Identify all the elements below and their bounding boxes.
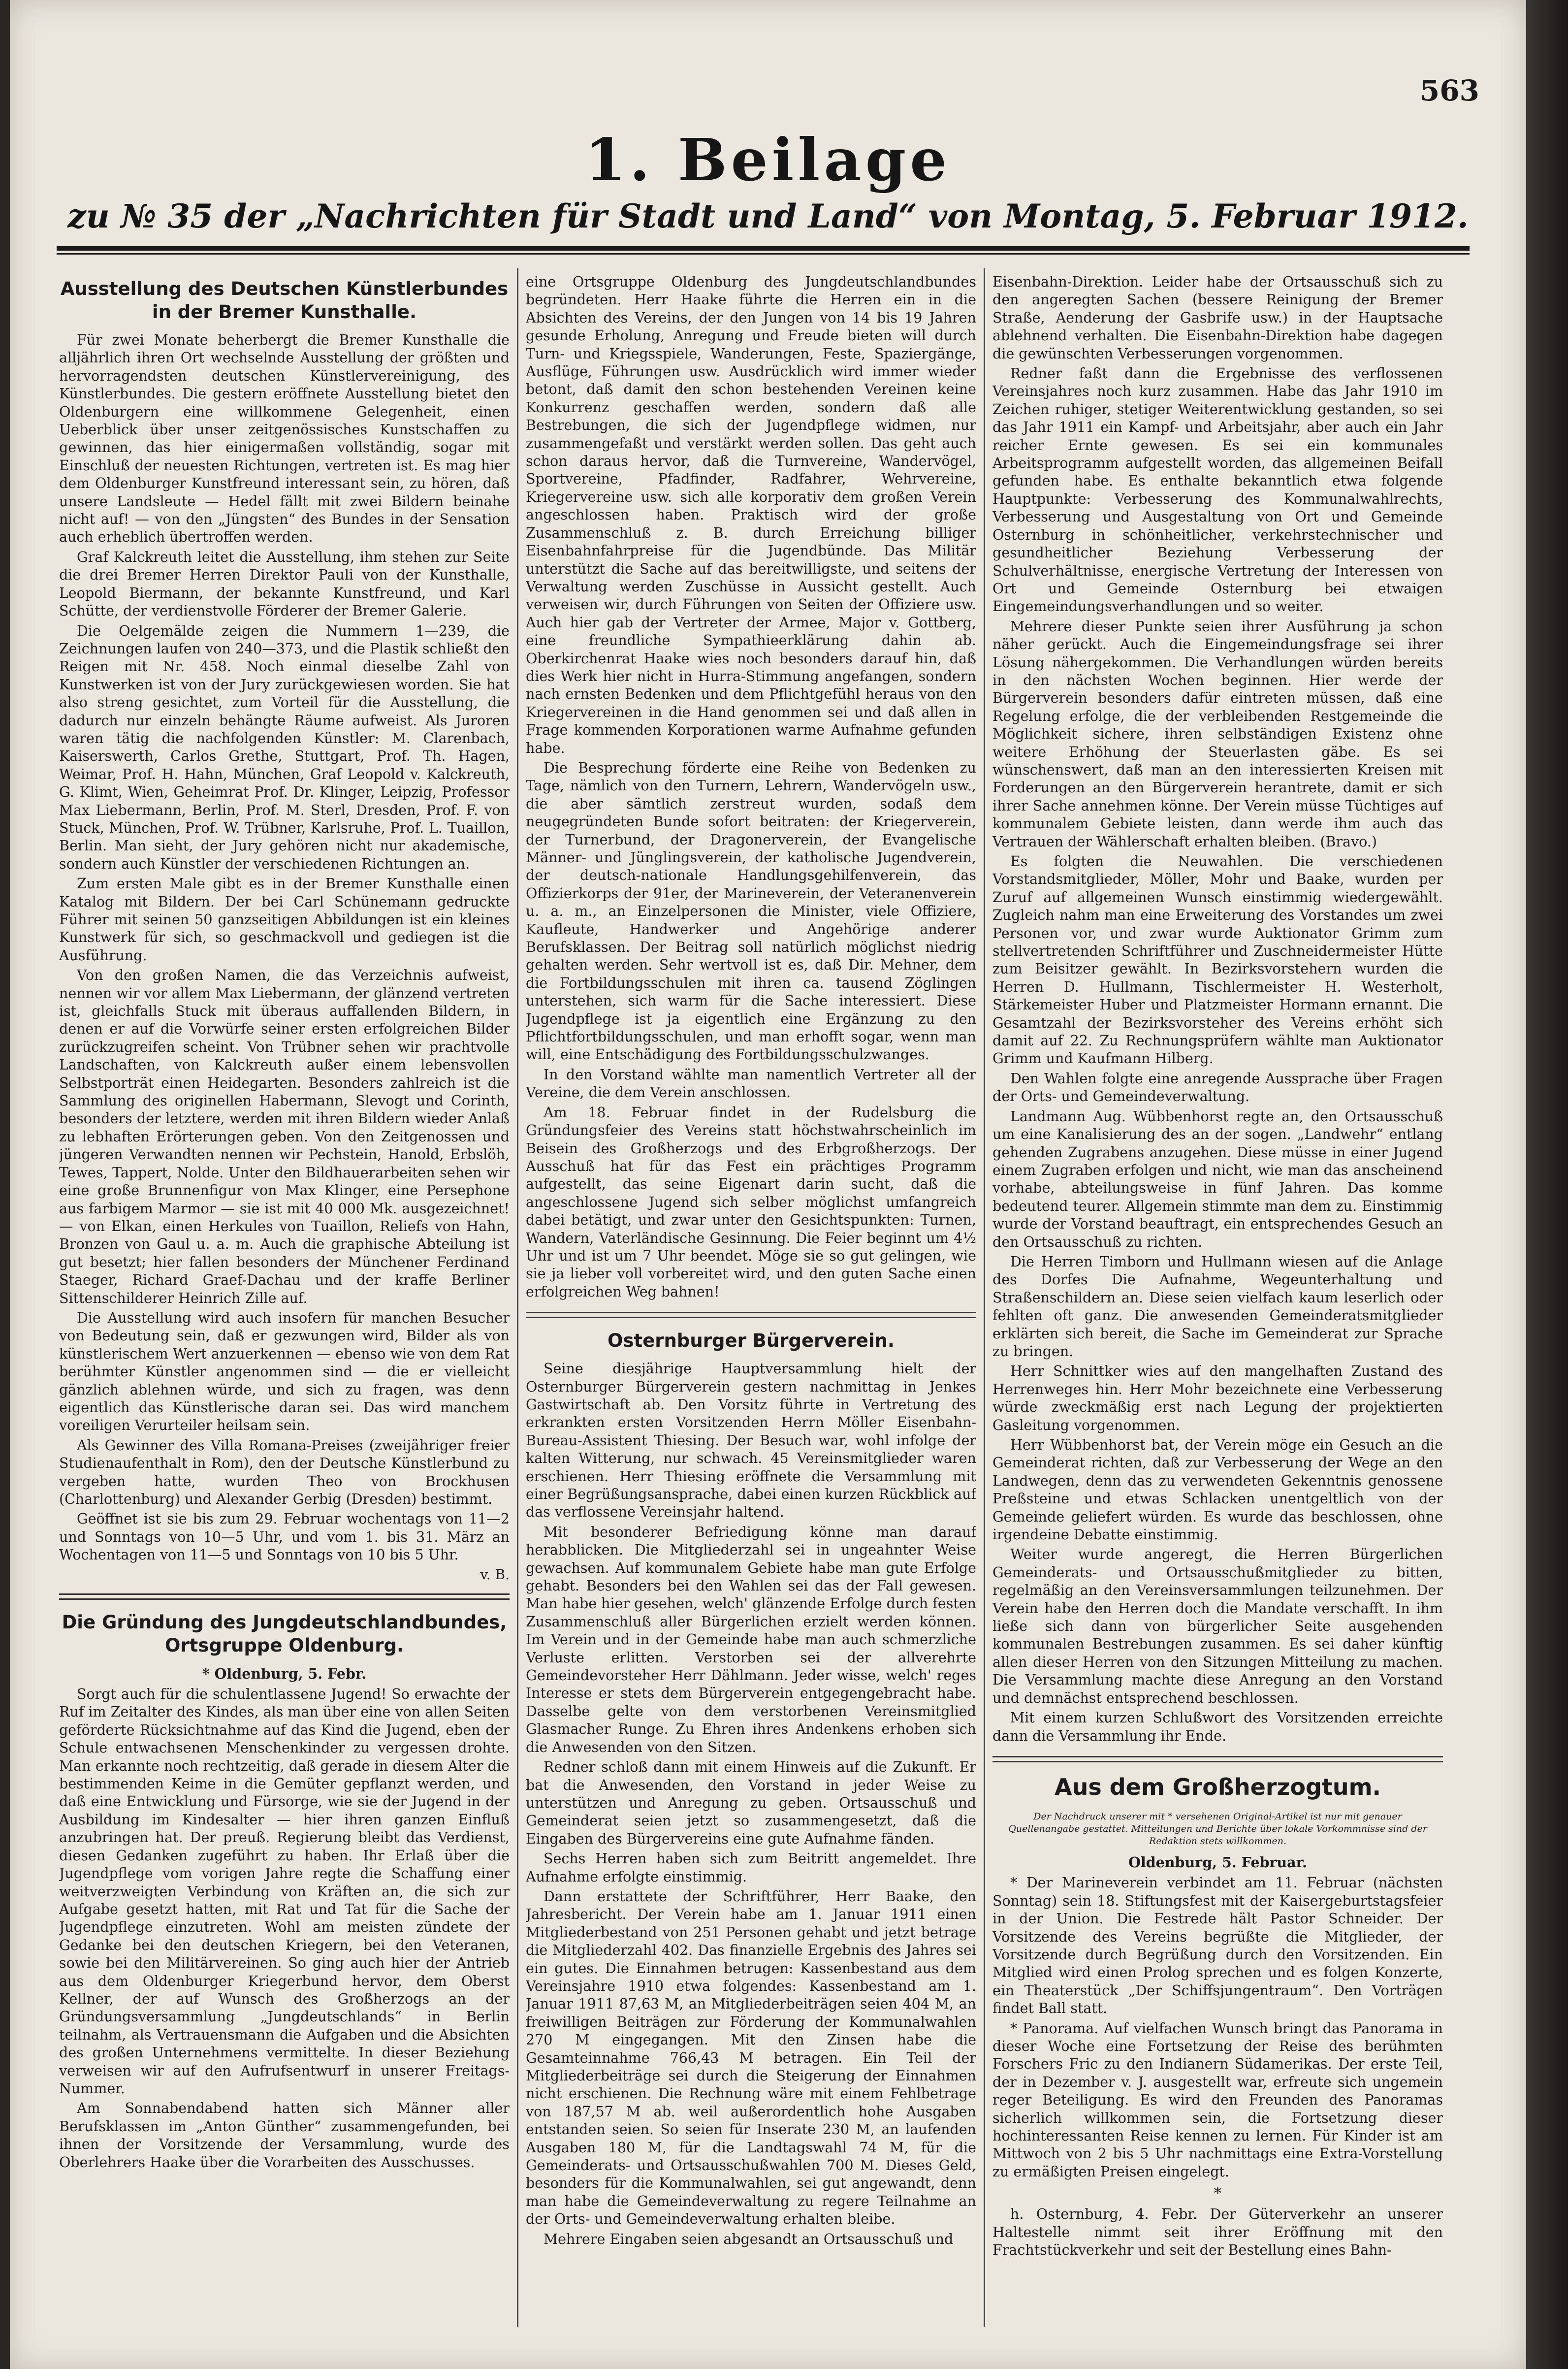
article-paragraph: Graf Kalckreuth leitet die Ausstellung, ihm stehen zur Seite die drei Bremer Herren Direktor Pauli von der Kunsthalle, Leopold Biermann, der bekannte Kunstfreund, und Karl Schütte, der verdienstvolle Förderer der Bremer Galerie. xyxy=(59,549,510,619)
article-paragraph: Die Oelgemälde zeigen die Nummern 1—239, die Zeichnungen laufen von 240—373, und die Plastik schließt den Reigen mit Nr. 458. Noch einmal dieselbe Zahl von Kunstwerken ist von der Jury zurückgewiesen worden. Sie hat also streng gesichtet, zum Vorteil für die Ausstellung, die dadurch nur einzeln behängte Räume aufweist. Als Juroren waren tätig die nachfolgenden Künstler: M. Clarenbach, Kaiserswerth, Carlos Grethe, Stuttgart, Prof. Th. Hagen, Weimar, Prof. H. Hahn, München, Graf Leopold v. Kalckreuth, G. Klimt, Wien, Geheimrat Prof. Dr. Klinger, Leipzig, Professor Max Liebermann, Berlin, Prof. M. Sterl, Dresden, Prof. F. von Stuck, München, Prof. W. Trübner, Karlsruhe, Prof. L. Tuaillon, Berlin. Man sieht, der Jury gehören nicht nur akademische, sondern auch Künstler der verschiedenen Richtungen an. xyxy=(59,622,510,872)
article-paragraph: In den Vorstand wählte man namentlich Vertreter all der Vereine, die dem Verein anschlossen. xyxy=(526,1066,976,1101)
column-divider xyxy=(984,268,985,2327)
article-paragraph: Sorgt auch für die schulentlassene Jugend! So erwachte der Ruf im Zeitalter des Kindes, als man über eine von allen Seiten geförderte Rücksichtnahme auf das Kind die Jugend, eben der Schule entwachsenen Menschenkinder zu vergessen drohte. Man erkannte noch rechtzeitig, daß gerade in diesem Alter die bestimmenden Keime in die Gemüter gepflanzt werden, und daß eine Entwicklung und Fürsorge, wie sie der Jugend in der Ausbildung im Kindesalter — hier ihren ganzen Einfluß anzubringen hat. Der preuß. Regierung bleibt das Verdienst, diesen Gedanken zugeführt zu haben. Ihr Erlaß über die Jugendpflege vom vorigen Jahre regte die Schaffung einer weitverzweigten Verbindung von Kräften an, die sich zur Aufgabe gesetzt hatten, mit Rat und Tat für die Sache der Jugendpflege einzutreten. Wohl am meisten zündete der Gedanke bei den deutschen Kriegern, bei den Veteranen, sowie bei den Militärvereinen. So ging auch hier der Antrieb aus dem Oldenburger Kriegerbund hervor, dem Oberst Kellner, der auf Wunsch des Großherzogs an der Gründungsversammlung „Jungdeutschlands“ in Berlin teilnahm, als Vertrauensmann die Aufgaben und die Absichten des großen Unternehmens vermittelte. In dieser Beziehung verweisen wir auf den Aufrufsentwurf in unserer Freitags-Nummer. xyxy=(59,1686,510,2097)
article-paragraph: Die Ausstellung wird auch insofern für manchen Besucher von Bedeutung sein, daß er gezwungen wird, Bilder als von künstlerischem Wert anzuerkennen — ebenso wie von dem Rat berühmter Künstler angenommen sind — die er vielleicht gänzlich ablehnen würde, und sich zu fragen, was denn eigentlich das Künstlerische daran sei. Das wird manchem voreiligen Verurteiler heilsam sein. xyxy=(59,1309,510,1434)
article-paragraph: eine Ortsgruppe Oldenburg des Jungdeutschlandbundes begründeten. Herr Haake führte die Herren ein in die Absichten des Vereins, der den Jungen von 14 bis 19 Jahren gesunde Erholung, Anregung und Freude bieten will durch Turn- und Kriegsspiele, Wanderungen, Feste, Spaziergänge, Ausflüge, Führungen usw. Ausdrücklich wird immer wieder betont, daß damit den schon bestehenden Vereinen keine Konkurrenz geschaffen werden, sondern daß alle Bestrebungen, die sich der Jugendpflege widmen, nur zusammengefaßt und verstärkt werden sollen. Das geht auch schon daraus hervor, daß die Turnvereine, Wandervögel, Sportvereine, Pfadfinder, Radfahrer, Wehrvereine, Kriegervereine usw. sich alle korporativ dem großen Verein angeschlossen haben. Praktisch wird der große Zusammenschluß z. B. durch Erreichung billiger Eisenbahnfahrpreise für die Jugendbünde. Das Militär unterstützt die Sache auf das bereitwilligste, und seitens der Verwaltung werden Zuschüsse in Aussicht gestellt. Auch verweisen wir, durch Führungen von Seiten der Offiziere usw. Auch hier gab der Vertreter der Armee, Major v. Gottberg, eine freundliche Sympathieerklärung dahin ab. Oberkirchenrat Haake wies noch besonders darauf hin, daß dies Werk hier nicht in Hurra-Stimmung angefangen, sondern nach ernsten Bedenken und dem Pflichtgefühl heraus von den Kriegervereinen in die Hand genommen sei und daß allen in Frage kommenden Korporationen warme Aufnahme gefunden habe. xyxy=(526,274,976,756)
column-1 xyxy=(59,273,510,2327)
article-paragraph: Die Besprechung förderte eine Reihe von Bedenken zu Tage, nämlich von den Turnern, Lehrern, Wandervögeln usw., die aber sämtlich zerstreut wurden, sodaß dem neugegründeten Bunde sofort beitraten: der Kriegerverein, der Turnerbund, der Dragonerverein, der Evangelische Männer- und Jünglingsverein, der katholische Jugendverein, der deutsch-nationale Handlungsgehilfenverein, das Offizierkorps der 91er, der Marineverein, der Veteranenverein u. a. m., an Einzelpersonen die Minister, viele Offiziere, Kaufleute, Handwerker und Angehörige anderer Berufsklassen. Der Beitrag soll natürlich möglichst niedrig gehalten werden. Sehr wertvoll ist es, daß Dir. Mehner, dem die Fortbildungsschulen mit ihren ca. tausend Zöglingen unterstehen, sich warm für die Sache interessiert. Diese Jugendpflege ist ja eigentlich eine Ergänzung zu den Pflichtfortbildungsschulen, und man erhofft sogar, wenn man will, eine Entschädigung des Fortbildungsschulzwanges. xyxy=(526,759,976,1063)
article-paragraph: Mit einem kurzen Schlußwort des Vorsitzenden erreichte dann die Versammlung ihr Ende. xyxy=(992,1710,1443,1744)
article-paragraph: Geöffnet ist sie bis zum 29. Februar wochentags von 11—2 und Sonntags von 10—5 Uhr, und vom 1. bis 31. März an Wochentagen von 11—5 und Sonntags von 10 bis 5 Uhr. xyxy=(59,1511,510,1563)
column-2 xyxy=(526,273,976,2327)
article-paragraph: Es folgten die Neuwahlen. Die verschiedenen Vorstandsmitglieder, Möller, Mohr und Baake, wurden per Zuruf auf allgemeinen Wunsch einstimmig wiedergewählt. Zugleich nahm man eine Erweiterung des Vorstandes um zwei Personen vor, und zwar wurde Auktionator Grimm zum stellvertretenden Schriftführer und Zuschneidermeister Hütte zum Beisitzer gewählt. In Bezirksvorstehern wurden die Herren D. Hullmann, Tischlermeister H. Westerholt, Stärkemeister Huber und Platzmeister Hormann ernannt. Die Gesamtzahl der Bezirksvorsteher des Vereins erhöht sich damit auf 22. Zu Rechnungsprüfern wählte man Auktionator Grimm und Kaufmann Hilberg. xyxy=(992,853,1443,1067)
article-paragraph: Als Gewinner des Villa Romana-Preises (zweijähriger freier Studienaufenthalt in Rom), den der Deutsche Künstlerbund zu vergeben hatte, wurden Theo von Brockhusen (Charlottenburg) und Alexander Gerbig (Dresden) bestimmt. xyxy=(59,1437,510,1507)
article-separator xyxy=(992,1756,1443,1762)
article-separator xyxy=(526,1312,976,1318)
article-paragraph: * Panorama. Auf vielfachen Wunsch bringt das Panorama in dieser Woche eine Fortsetzung der Reise des berühmten Forschers Fric zu den Indianern Südamerikas. Der erste Teil, der in Dezember v. J. ausgestellt war, erfreute sich ungemein reger Beteiligung. Es wird den Freunden des Panoramas sicherlich willkommen sein, die Fortsetzung dieser hochinteressanten Reise kennen zu lernen. Für Kinder ist am Mittwoch von 2 bis 5 Uhr nachmittags eine Extra-Vorstellung zu ermäßigten Preisen eingelegt. xyxy=(992,2020,1443,2180)
column-divider xyxy=(517,268,518,2327)
article-paragraph: Die Herren Timborn und Hullmann wiesen auf die Anlage des Dorfes Die Aufnahme, Wegeunterhaltung und Straßenschildern an. Diese seien vielfach kaum leserlich oder fehlten oft ganz. Die anwesenden Gemeinderatsmitglieder erklärten sich bereit, die Sache im Gemeinderat zur Sprache zu bringen. xyxy=(992,1253,1443,1360)
article-headline: Osternburger Bürgerverein. xyxy=(608,1330,895,1352)
section-headline: Aus dem Großherzogtum. xyxy=(1054,1773,1381,1800)
article-dateline: Oldenburg, 5. Februar. xyxy=(1128,1853,1307,1871)
supplement-title: 1. Beilage xyxy=(585,126,951,194)
page-number: 563 xyxy=(1419,74,1479,107)
article-paragraph: Zum ersten Male gibt es in der Bremer Kunsthalle einen Katalog mit Bildern. Der bei Carl Schünemann gedruckte Führer mit seinen 50 ganzseitigen Abbildungen ist ein kleines Kunstwerk für sich, so geschmackvoll und gediegen ist die Ausführung. xyxy=(59,876,510,964)
article-headline: Ausstellung des Deutschen Künstlerbundes in der Bremer Kunsthalle. xyxy=(60,278,509,323)
article-paragraph: * Der Marineverein verbindet am 11. Februar (nächsten Sonntag) sein 18. Stiftungsfest mit der Kaisergeburtstagsfeier in der Union. Die Festrede hält Pastor Schneider. Der Vorsitzende des Vereins begrüßte die Mitglieder, der Vorsitzende durch Begrüßung durch den Vorsitzenden. Ein Mitglied wird einen Prolog sprechen und es folgen Konzerte, ein Theaterstück „Der Schiffsjungentraum“. Den Vorträgen findet Ball statt. xyxy=(992,1875,1443,2017)
article-paragraph: Sechs Herren haben sich zum Beitritt angemeldet. Ihre Aufnahme erfolgte einstimmig. xyxy=(526,1850,976,1885)
article-paragraph: Mehrere dieser Punkte seien ihrer Ausführung ja schon näher gerückt. Auch die Eingemeindungsfrage sei ihrer Lösung nähergekommen. Die Verhandlungen würden bereits in den nächsten Wochen beginnen. Hier werde der Bürgerverein besonders dafür eintreten müssen, daß eine Regelung erfolge, die der verbleibenden Restgemeinde die Möglichkeit sichere, ihren selbständigen Existenz ohne weitere Erhöhung der Steuerlasten gäbe. Es sei wünschenswert, daß man an den interessierten Kreisen mit Forderungen an den Bürgerverein herantrete, damit er sich ihrer Sache annehmen könne. Der Verein müsse Tüchtiges auf kommunalem Gebiete leisten, dann werde ihm auch das Vertrauen der Wählerschaft erhalten bleiben. (Bravo.) xyxy=(992,618,1443,850)
article-headline: Die Gründung des Jungdeutschlandbundes, Ortsgruppe Oldenburg. xyxy=(62,1611,507,1656)
article-paragraph: Dann erstattete der Schriftführer, Herr Baake, den Jahresbericht. Der Verein habe am 1. Januar 1911 einen Mitgliederbestand von 251 Personen gehabt und jetzt betrage die Mitgliederzahl 402. Das finanzielle Ergebnis des Jahres sei ein gutes. Die Einnahmen betrugen: Kassenbestand aus dem Vereinsjahre 1910 etwa folgendes: Kassenbestand am 1. Januar 1911 87,63 M, an Mitgliederbeiträgen seien 404 M, an freiwilligen Beiträgen zur Förderung der Kommunalwahlen 270 M eingegangen. Mit den Zinsen habe die Gesamteinnahme 766,43 M betragen. Ein Teil der Mitgliederbeiträge sei durch die Steigerung der Einnahmen nicht erschienen. Die Rechnung wäre mit einem Fehlbetrage von 187,57 M ab. weil außerordentlich hohe Ausgaben entstanden seien. So seien für Inserate 230 M, an laufenden Ausgaben 180 M, für die Landtagswahl 74 M, für die Gemeinderats- und Ortsausschußwahlen 700 M. Dieses Geld, besonders für die Kommunalwahlen, sei gut angewandt, denn man habe die Gemeindeverwaltung zu regere Teilnahme an der Orts- und Gemeindeverwaltung erhalten bleibe. xyxy=(526,1888,976,2228)
article-separator xyxy=(59,1593,510,1600)
article-paragraph: Mehrere Eingaben seien abgesandt an Ortsausschuß und xyxy=(544,2231,954,2247)
article-paragraph: Redner schloß dann mit einem Hinweis auf die Zukunft. Er bat die Anwesenden, den Vorstand in jeder Weise zu unterstützen und Anregung zu geben. Ortsausschuß und Gemeinderat seien jetzt so zusammengesetzt, daß die Eingaben des Bürgervereins eine gute Aufnahme fänden. xyxy=(526,1759,976,1847)
article-paragraph: Am Sonnabendabend hatten sich Männer aller Berufsklassen im „Anton Günther“ zusammengefunden, bei ihnen der Vorsitzende der Versammlung, wurde des Oberlehrers Haake über die Vorarbeiten des Ausschusses. xyxy=(59,2100,510,2171)
article-paragraph: Herr Wübbenhorst bat, der Verein möge ein Gesuch an die Gemeinderat richten, daß zur Verbesserung der Wege an den Landwegen, denn das zu verwendeten Gekenntnis genossene Preßsteine und etwas Schlacken unentgeltlich von der Gemeinde geliefert würden. Es wurde das beschlossen, ohne irgendeine Debatte einstimmig. xyxy=(992,1437,1443,1543)
article-paragraph: Weiter wurde angeregt, die Herren Bürgerlichen Gemeinderats- und Ortsausschußmitglieder zu bitten, regelmäßig an den Vereinsversammlungen teilzunehmen. Der Verein habe den Herren doch die Mandate verschafft. In ihm ließe sich dann von bürgerlicher Seite ausgehenden kommunalen Bestrebungen zusammen. Es sei daher künftig allen dieser Herren von den Sitzungen Mitteilung zu machen. Die Versammlung machte diese Anregung an den Vorstand und demnächst entsprechend beschlossen. xyxy=(992,1546,1443,1706)
article-paragraph: Am 18. Februar findet in der Rudelsburg die Gründungsfeier des Vereins statt höchstwahrscheinlich im Beisein des Großherzogs und des Erbgroßherzogs. Der Ausschuß hat für das Fest ein prächtiges Programm aufgestellt, das seine Eigenart darin sucht, daß die angeschlossene Jugend sich selber möglichst umfangreich dabei betätigt, und zwar unter den Gesichtspunkten: Turnen, Wandern, Vaterländische Gesinnung. Die Feier beginnt um 4½ Uhr und ist um 7 Uhr beendet. Möge sie so gut gelingen, wie sie ja lieber voll vorbereitet wird, und den guten Sache einen erfolgreichen Weg bahnen! xyxy=(526,1104,976,1300)
article-signature: v. B. xyxy=(480,1566,510,1583)
asterisk-separator: * xyxy=(1214,2184,1222,2203)
article-paragraph: Von den großen Namen, die das Verzeichnis aufweist, nennen wir vor allem Max Liebermann, der glänzend vertreten ist, gleichfalls Stuck mit überaus auffallenden Bildern, in denen er auf die Vorwürfe seiner ersten erfolgreichen Bilder zurückzugreifen scheint. Von Trübner sehen wir prachtvolle Landschaften, von Kalckreuth außer einem lebensvollen Selbstporträt einen Heidegarten. Besonders zahlreich ist die Sammlung des originellen Habermann, Slevogt und Corinth, besonders der letztere, werden mit ihren Bildern wieder Anlaß zu lebhaften Erörterungen geben. Von den Zeitgenossen und jüngeren Verwandten nennen wir Pechstein, Hanold, Erbslöh, Tewes, Tappert, Nolde. Unter den Bildhauerarbeiten sehen wir eine große Brunnenfigur von Max Klinger, eine Persephone aus farbigem Marmor — sie ist mit 40 000 Mk. ausgezeichnet! — von Elkan, einen Herkules von Tuaillon, Reliefs von Hahn, Bronzen von Gaul u. a. m. Auch die graphische Abteilung ist gut besetzt; hier fallen besonders der Münchener Ferdinand Staeger, Richard Graef-Dachau und der kraffe Berliner Sittenschilderer Heinrich Zille auf. xyxy=(59,967,510,1306)
article-paragraph: Für zwei Monate beherbergt die Bremer Kunsthalle die alljährlich ihren Ort wechselnde Ausstellung der größten und hervorragendsten deutschen Künstlervereinigung, des Künstlerbundes. Die gestern eröffnete Ausstellung bietet den Oldenburgern eine willkommene Gelegenheit, einen Ueberblick über unser zeitgenössisches Kunstschaffen zu gewinnen, das hier einigermaßen vollständig, sogar mit Einschluß der neuesten Richtungen, vertreten ist. Es mag hier dem Oldenburger Kunstfreund interessant sein, zu hören, daß unsere Landsleute — Hedel fällt mit zwei Bildern beinahe nicht auf! — von den „Jüngsten“ des Bundes in der Sensation auch erheblich übertroffen werden. xyxy=(59,332,510,546)
article-paragraph: Redner faßt dann die Ergebnisse des verflossenen Vereinsjahres noch kurz zusammen. Habe das Jahr 1910 im Zeichen ruhiger, stetiger Weiterentwicklung gestanden, so sei das Jahr 1911 ein Kampf- und Arbeitsjahr, aber auch ein Jahr reicher Ernte gewesen. Es sei ein kommunales Arbeitsprogramm aufgestellt worden, das allgemeinen Beifall gefunden habe. Es enthalte bekanntlich etwa folgende Hauptpunkte: Verbesserung des Kommunalwahlrechts, Verbesserung und Ausgestaltung von Ort und Gemeinde Osternburg in schönheitlicher, verkehrstechnischer und gesundheitlicher Beziehung Verbesserung der Schulverhältnisse, energische Vertretung der Interessen von Ort und Gemeinde Osternburg bei etwaigen Eingemeindungsverhandlungen und so weiter. xyxy=(992,365,1443,615)
page-edge-shadow xyxy=(1526,0,1568,2369)
header-rule-thick xyxy=(57,246,1470,251)
supplement-subtitle: zu № 35 der „Nachrichten für Stadt und Land“ von Montag, 5. Februar 1912. xyxy=(67,197,1469,235)
article-paragraph: Seine diesjährige Hauptversammlung hielt der Osternburger Bürgerverein gestern nachmittag in Jenkes Gastwirtschaft ab. Den Vorsitz führte in Vertretung des erkrankten ersten Vorsitzenden Herrn Möller Eisenbahn-Bureau-Assistent Thiesing. Der Besuch war, wohl infolge der kalten Witterung, nur schwach. 45 Vereinsmitglieder waren erschienen. Herr Thiesing eröffnete die Versammlung mit einer Begrüßungsansprache, dabei einen kurzen Rückblick auf das verflossene Vereinsjahr haltend. xyxy=(526,1361,976,1521)
article-paragraph: Den Wahlen folgte eine anregende Aussprache über Fragen der Orts- und Gemeindeverwaltung. xyxy=(992,1070,1443,1105)
article-dateline: * Oldenburg, 5. Febr. xyxy=(202,1665,367,1682)
reprint-notice: Der Nachdruck unserer mit * versehenen Original-Artikel ist nur mit genauer Quellenangabe gestattet. Mitteilungen und Berichte über lokale Vorkommnisse sind der Redaktion stets willkommen. xyxy=(1008,1811,1427,1847)
article-paragraph: Landmann Aug. Wübbenhorst regte an, den Ortsausschuß um eine Kanalisierung des an der sogen. „Landwehr“ entlang gehenden Zugrabens anzugehen. Diese müsse in einer Jugend einem Zugraben erfolgen und nicht, wie man das anscheinend vorhabe, abteilungsweise in fünf Jahren. Das komme bedeutend teurer. Allgemein stimmte man dem zu. Einstimmig wurde der Vorstand beauftragt, ein entsprechendes Gesuch an den Ortsausschuß zu richten. xyxy=(992,1108,1443,1250)
article-paragraph: h. Osternburg, 4. Febr. Der Güterverkehr an unserer Haltestelle nimmt seit ihrer Eröffnung mit den Frachtstückverkehr und seit der Bestellung eines Bahn- xyxy=(992,2206,1443,2259)
column-3 xyxy=(992,273,1443,2327)
newspaper-page xyxy=(10,0,1526,2369)
article-paragraph: Herr Schnittker wies auf den mangelhaften Zustand des Herrenweges hin. Herr Mohr bezeichnete eine Verbesserung würde zweckmäßig erst nach Legung der projektierten Gasleitung vorgenommen. xyxy=(992,1363,1443,1433)
article-paragraph: Eisenbahn-Direktion. Leider habe der Ortsausschuß sich zu den angeregten Sachen (bessere Reinigung der Bremer Straße, Aenderung der Gasbrife usw.) in der Hauptsache ablehnend verhalten. Die Eisenbahn-Direktion habe dagegen die gewünschten Verbesserungen vorgenommen. xyxy=(992,274,1443,362)
article-paragraph: Mit besonderer Befriedigung könne man darauf herabblicken. Die Mitgliederzahl sei in ungeahnter Weise gewachsen. Auf kommunalem Gebiete habe man gute Erfolge gehabt. Besonders bei den Wahlen sei das der Fall gewesen. Man habe hier gesehen, welch' glänzende Erfolge durch festen Zusammenschluß aller Bürgerlichen erzielt werden können. Im Verein und in der Gemeinde habe man auch schmerzliche Verluste erlitten. Verstorben sei der allverehrte Gemeindevorsteher Herr Dählmann. Jeder wisse, welch' reges Interesse er stets dem Bürgerverein entgegengebracht habe. Dasselbe gelte von dem verstorbenen Vereinsmitglied Glasmacher Runge. Zu Ehren ihres Andenkens erhoben sich die Anwesenden von den Sitzen. xyxy=(526,1524,976,1755)
header-rule-thin xyxy=(57,253,1470,255)
